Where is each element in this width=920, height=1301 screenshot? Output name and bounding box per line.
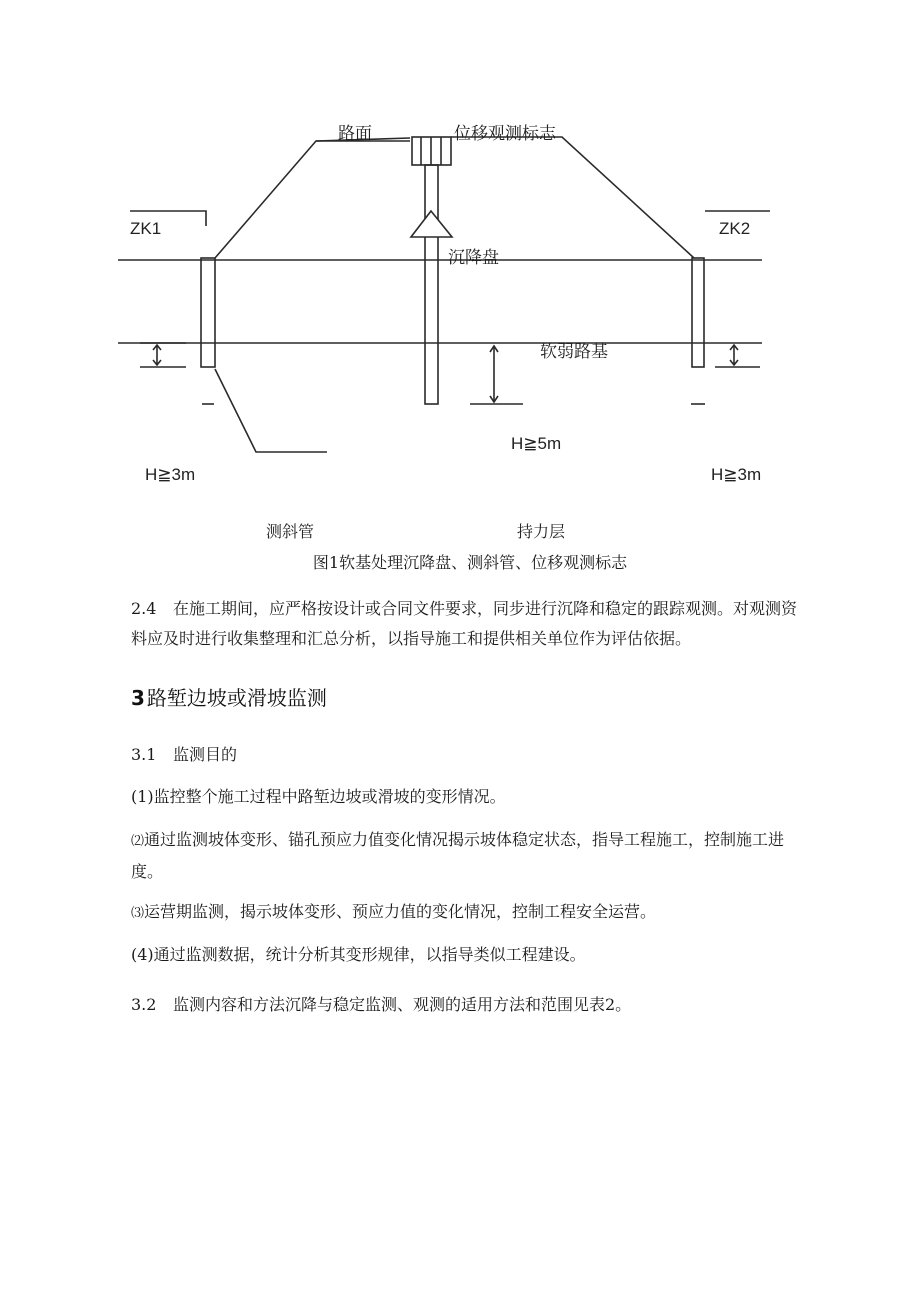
embankment-left-slope <box>215 141 410 258</box>
list-marker: ⑶ <box>131 906 145 921</box>
section-title: 监测目的 <box>173 745 238 764</box>
label-inclinometer: 测斜管 <box>266 522 315 541</box>
section-title: 路堑边坡或滑坡监测 <box>146 686 327 710</box>
paragraph-2-4 <box>131 594 811 654</box>
list-text: 运营期监测，揭示坡体变形、预应力值的变化情况，控制工程安全运营。 <box>144 902 657 921</box>
label-h-center: H≧5m <box>511 434 562 453</box>
list-item-3 <box>131 897 811 929</box>
inclinometer-leader-line <box>215 369 327 452</box>
list-marker: (4) <box>131 945 154 964</box>
label-displacement-marker: 位移观测标志 <box>454 124 556 144</box>
subsection-3-1-heading <box>131 740 811 770</box>
settlement-rod <box>425 165 438 404</box>
list-text: 通过监测坡体变形、锚孔预应力值变化情况揭示坡体稳定状态，指导工程施工，控制施工进度。 <box>131 830 785 881</box>
settlement-plate-triangle <box>411 211 452 237</box>
section-number: 2.4 <box>131 599 157 618</box>
settlement-monitoring-diagram <box>0 0 920 540</box>
paragraph-text: 监测内容和方法沉降与稳定监测、观测的适用方法和范围见表2。 <box>173 995 632 1014</box>
label-zk1: ZK1 <box>130 219 162 238</box>
label-h-right: H≧3m <box>711 465 762 484</box>
list-marker: (1) <box>131 787 154 806</box>
label-bearing-layer: 持力层 <box>517 522 566 541</box>
paragraph-3-2 <box>131 990 811 1020</box>
label-soft-subgrade: 软弱路基 <box>540 342 608 362</box>
label-h-left: H≧3m <box>145 465 196 484</box>
section-number: 3.1 <box>131 745 157 764</box>
list-text: 通过监测数据，统计分析其变形规律，以指导类似工程建设。 <box>153 945 586 964</box>
label-settlement-plate: 沉降盘 <box>448 248 499 268</box>
diagram-lines <box>0 0 920 540</box>
list-text: 监控整个施工过程中路堑边坡或滑坡的变形情况。 <box>153 787 506 806</box>
right-inclinometer-tube <box>692 258 704 367</box>
paragraph-text: 在施工期间，应严格按设计或合同文件要求，同步进行沉降和稳定的跟踪观测。对观测资料应及时进行收集整理和汇总分析，以指导施工和提供相关单位作为评估依据。 <box>131 599 798 648</box>
section-3-heading <box>131 684 327 712</box>
embankment-right-slope <box>451 137 694 258</box>
list-item-4 <box>131 940 811 970</box>
label-road-surface: 路面 <box>338 124 372 144</box>
list-item-1 <box>131 782 811 812</box>
left-inclinometer-tube <box>201 258 215 367</box>
list-marker: ⑵ <box>131 834 145 849</box>
figure-caption: 图1软基处理沉降盘、测斜管、位移观测标志 <box>312 553 628 572</box>
list-item-2 <box>131 825 811 887</box>
section-number: 3 <box>131 686 145 710</box>
label-zk2: ZK2 <box>719 219 751 238</box>
section-number: 3.2 <box>131 995 157 1014</box>
